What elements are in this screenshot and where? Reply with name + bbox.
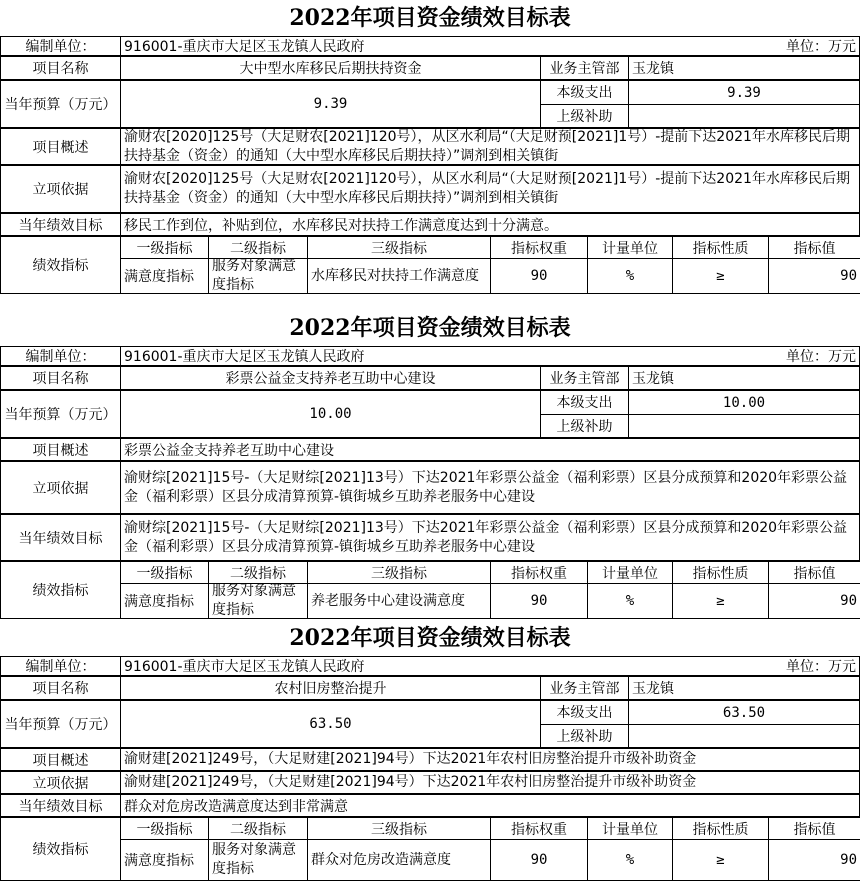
indicators-label: 绩效指标 [0,561,121,619]
goal-label: 当年绩效目标 [0,514,121,561]
indicator-unit: % [587,583,673,619]
indicator-header: 指标权重 [490,236,588,259]
indicator-nature: ≥ [672,583,769,619]
basis-text: 渝财建[2021]249号，（大足财建[2021]94号）下达2021年农村旧房整治提升市级补助资金 [120,771,860,794]
budget-value: 9.39 [120,80,541,128]
budget-label: 当年预算（万元） [0,700,121,748]
project-name-value: 农村旧房整治提升 [120,676,541,700]
budget-value: 63.50 [120,700,541,748]
currency-unit: 单位：万元 [720,656,860,676]
dept-value: 玉龙镇 [628,366,860,390]
indicator-value: 90 [768,258,860,294]
indicator-header: 二级指标 [208,561,308,584]
overview-text: 彩票公益金支持养老互助中心建设 [120,438,860,461]
table-title: 2022年项目资金绩效目标表 [289,5,571,31]
indicator-header: 计量单位 [587,817,673,840]
performance-table-2 [0,310,860,619]
project-name-label: 项目名称 [0,56,121,80]
indicator-unit: % [587,258,673,294]
table-title: 2022年项目资金绩效目标表 [289,315,571,341]
overview-text: 渝财建[2021]249号，（大足财建[2021]94号）下达2021年农村旧房整治提升市级补助资金 [120,748,860,771]
indicators-label: 绩效指标 [0,817,121,881]
upper-subsidy-value [628,104,860,128]
project-name-label: 项目名称 [0,366,121,390]
upper-subsidy-value [628,724,860,748]
upper-subsidy-label: 上级补助 [540,724,629,748]
indicator-header: 一级指标 [120,561,209,584]
project-name-label: 项目名称 [0,676,121,700]
indicator-header: 二级指标 [208,236,308,259]
goal-label: 当年绩效目标 [0,213,121,236]
dept-value: 玉龙镇 [628,56,860,80]
indicator-header: 指标性质 [672,236,769,259]
org-label: 编制单位： [0,346,120,366]
dept-label: 业务主管部 [540,366,629,390]
indicator-header: 指标值 [768,817,860,840]
level1-indicator: 满意度指标 [120,839,209,881]
dept-value: 玉龙镇 [628,676,860,700]
basis-label: 立项依据 [0,165,121,213]
goal-text: 移民工作到位，补贴到位，水库移民对扶持工作满意度达到十分满意。 [120,213,860,236]
project-name-value: 大中型水库移民后期扶持资金 [120,56,541,80]
budget-value: 10.00 [120,390,541,438]
indicator-unit: % [587,839,673,881]
overview-text: 渝财农[2020]125号（大足财农[2021]120号），从区水利局“（大足财预[2021]1号）-提前下达2021年水库移民后期扶持基金（资金）的通知（大中型水库移民后期扶持）”调剂到相关镇街 [120,128,860,165]
dept-label: 业务主管部 [540,676,629,700]
indicator-header: 三级指标 [307,817,491,840]
org-value: 916001-重庆市大足区玉龙镇人民政府 [120,36,720,56]
indicator-header: 指标性质 [672,817,769,840]
performance-table-1 [0,0,860,294]
basis-label: 立项依据 [0,461,121,514]
indicator-header: 指标权重 [490,817,588,840]
overview-label: 项目概述 [0,438,121,461]
indicator-header: 一级指标 [120,817,209,840]
local-expense-label: 本级支出 [540,390,629,415]
local-expense-label: 本级支出 [540,700,629,725]
currency-unit: 单位：万元 [720,346,860,366]
indicator-nature: ≥ [672,839,769,881]
basis-label: 立项依据 [0,771,121,794]
indicator-weight: 90 [490,839,588,881]
level2-indicator: 服务对象满意度指标 [208,839,308,881]
level3-indicator: 水库移民对扶持工作满意度 [307,258,491,294]
level1-indicator: 满意度指标 [120,583,209,619]
indicator-header: 指标性质 [672,561,769,584]
indicator-header: 指标值 [768,561,860,584]
table-title: 2022年项目资金绩效目标表 [289,625,571,651]
local-expense-label: 本级支出 [540,80,629,105]
indicator-header: 计量单位 [587,236,673,259]
budget-label: 当年预算（万元） [0,80,121,128]
level3-indicator: 养老服务中心建设满意度 [307,583,491,619]
overview-label: 项目概述 [0,128,121,165]
indicator-header: 三级指标 [307,236,491,259]
project-name-value: 彩票公益金支持养老互助中心建设 [120,366,541,390]
goal-label: 当年绩效目标 [0,794,121,817]
org-label: 编制单位： [0,656,120,676]
indicators-label: 绩效指标 [0,236,121,294]
level2-indicator: 服务对象满意度指标 [208,258,308,294]
goal-text: 渝财综[2021]15号-（大足财综[2021]13号）下达2021年彩票公益金（福利彩票）区县分成预算和2020年彩票公益金（福利彩票）区县分成清算预算-镇街城乡互助养老服务中心建设 [120,514,860,561]
dept-label: 业务主管部 [540,56,629,80]
indicator-header: 计量单位 [587,561,673,584]
indicator-nature: ≥ [672,258,769,294]
level3-indicator: 群众对危房改造满意度 [307,839,491,881]
basis-text: 渝财农[2020]125号（大足财农[2021]120号），从区水利局“（大足财预[2021]1号）-提前下达2021年水库移民后期扶持基金（资金）的通知（大中型水库移民后期扶持）”调剂到相关镇街 [120,165,860,213]
indicator-weight: 90 [490,583,588,619]
indicator-value: 90 [768,839,860,881]
performance-table-3 [0,620,860,881]
level1-indicator: 满意度指标 [120,258,209,294]
upper-subsidy-value [628,414,860,438]
org-label: 编制单位： [0,36,120,56]
local-expense-value: 63.50 [628,700,860,725]
overview-label: 项目概述 [0,748,121,771]
indicator-weight: 90 [490,258,588,294]
upper-subsidy-label: 上级补助 [540,414,629,438]
currency-unit: 单位：万元 [720,36,860,56]
upper-subsidy-label: 上级补助 [540,104,629,128]
level2-indicator: 服务对象满意度指标 [208,583,308,619]
local-expense-value: 10.00 [628,390,860,415]
budget-label: 当年预算（万元） [0,390,121,438]
goal-text: 群众对危房改造满意度达到非常满意 [120,794,860,817]
org-value: 916001-重庆市大足区玉龙镇人民政府 [120,346,720,366]
indicator-header: 一级指标 [120,236,209,259]
basis-text: 渝财综[2021]15号-（大足财综[2021]13号）下达2021年彩票公益金（福利彩票）区县分成预算和2020年彩票公益金（福利彩票）区县分成清算预算-镇街城乡互助养老服务中心建设 [120,461,860,514]
org-value: 916001-重庆市大足区玉龙镇人民政府 [120,656,720,676]
indicator-header: 指标值 [768,236,860,259]
indicator-value: 90 [768,583,860,619]
indicator-header: 二级指标 [208,817,308,840]
local-expense-value: 9.39 [628,80,860,105]
indicator-header: 三级指标 [307,561,491,584]
indicator-header: 指标权重 [490,561,588,584]
